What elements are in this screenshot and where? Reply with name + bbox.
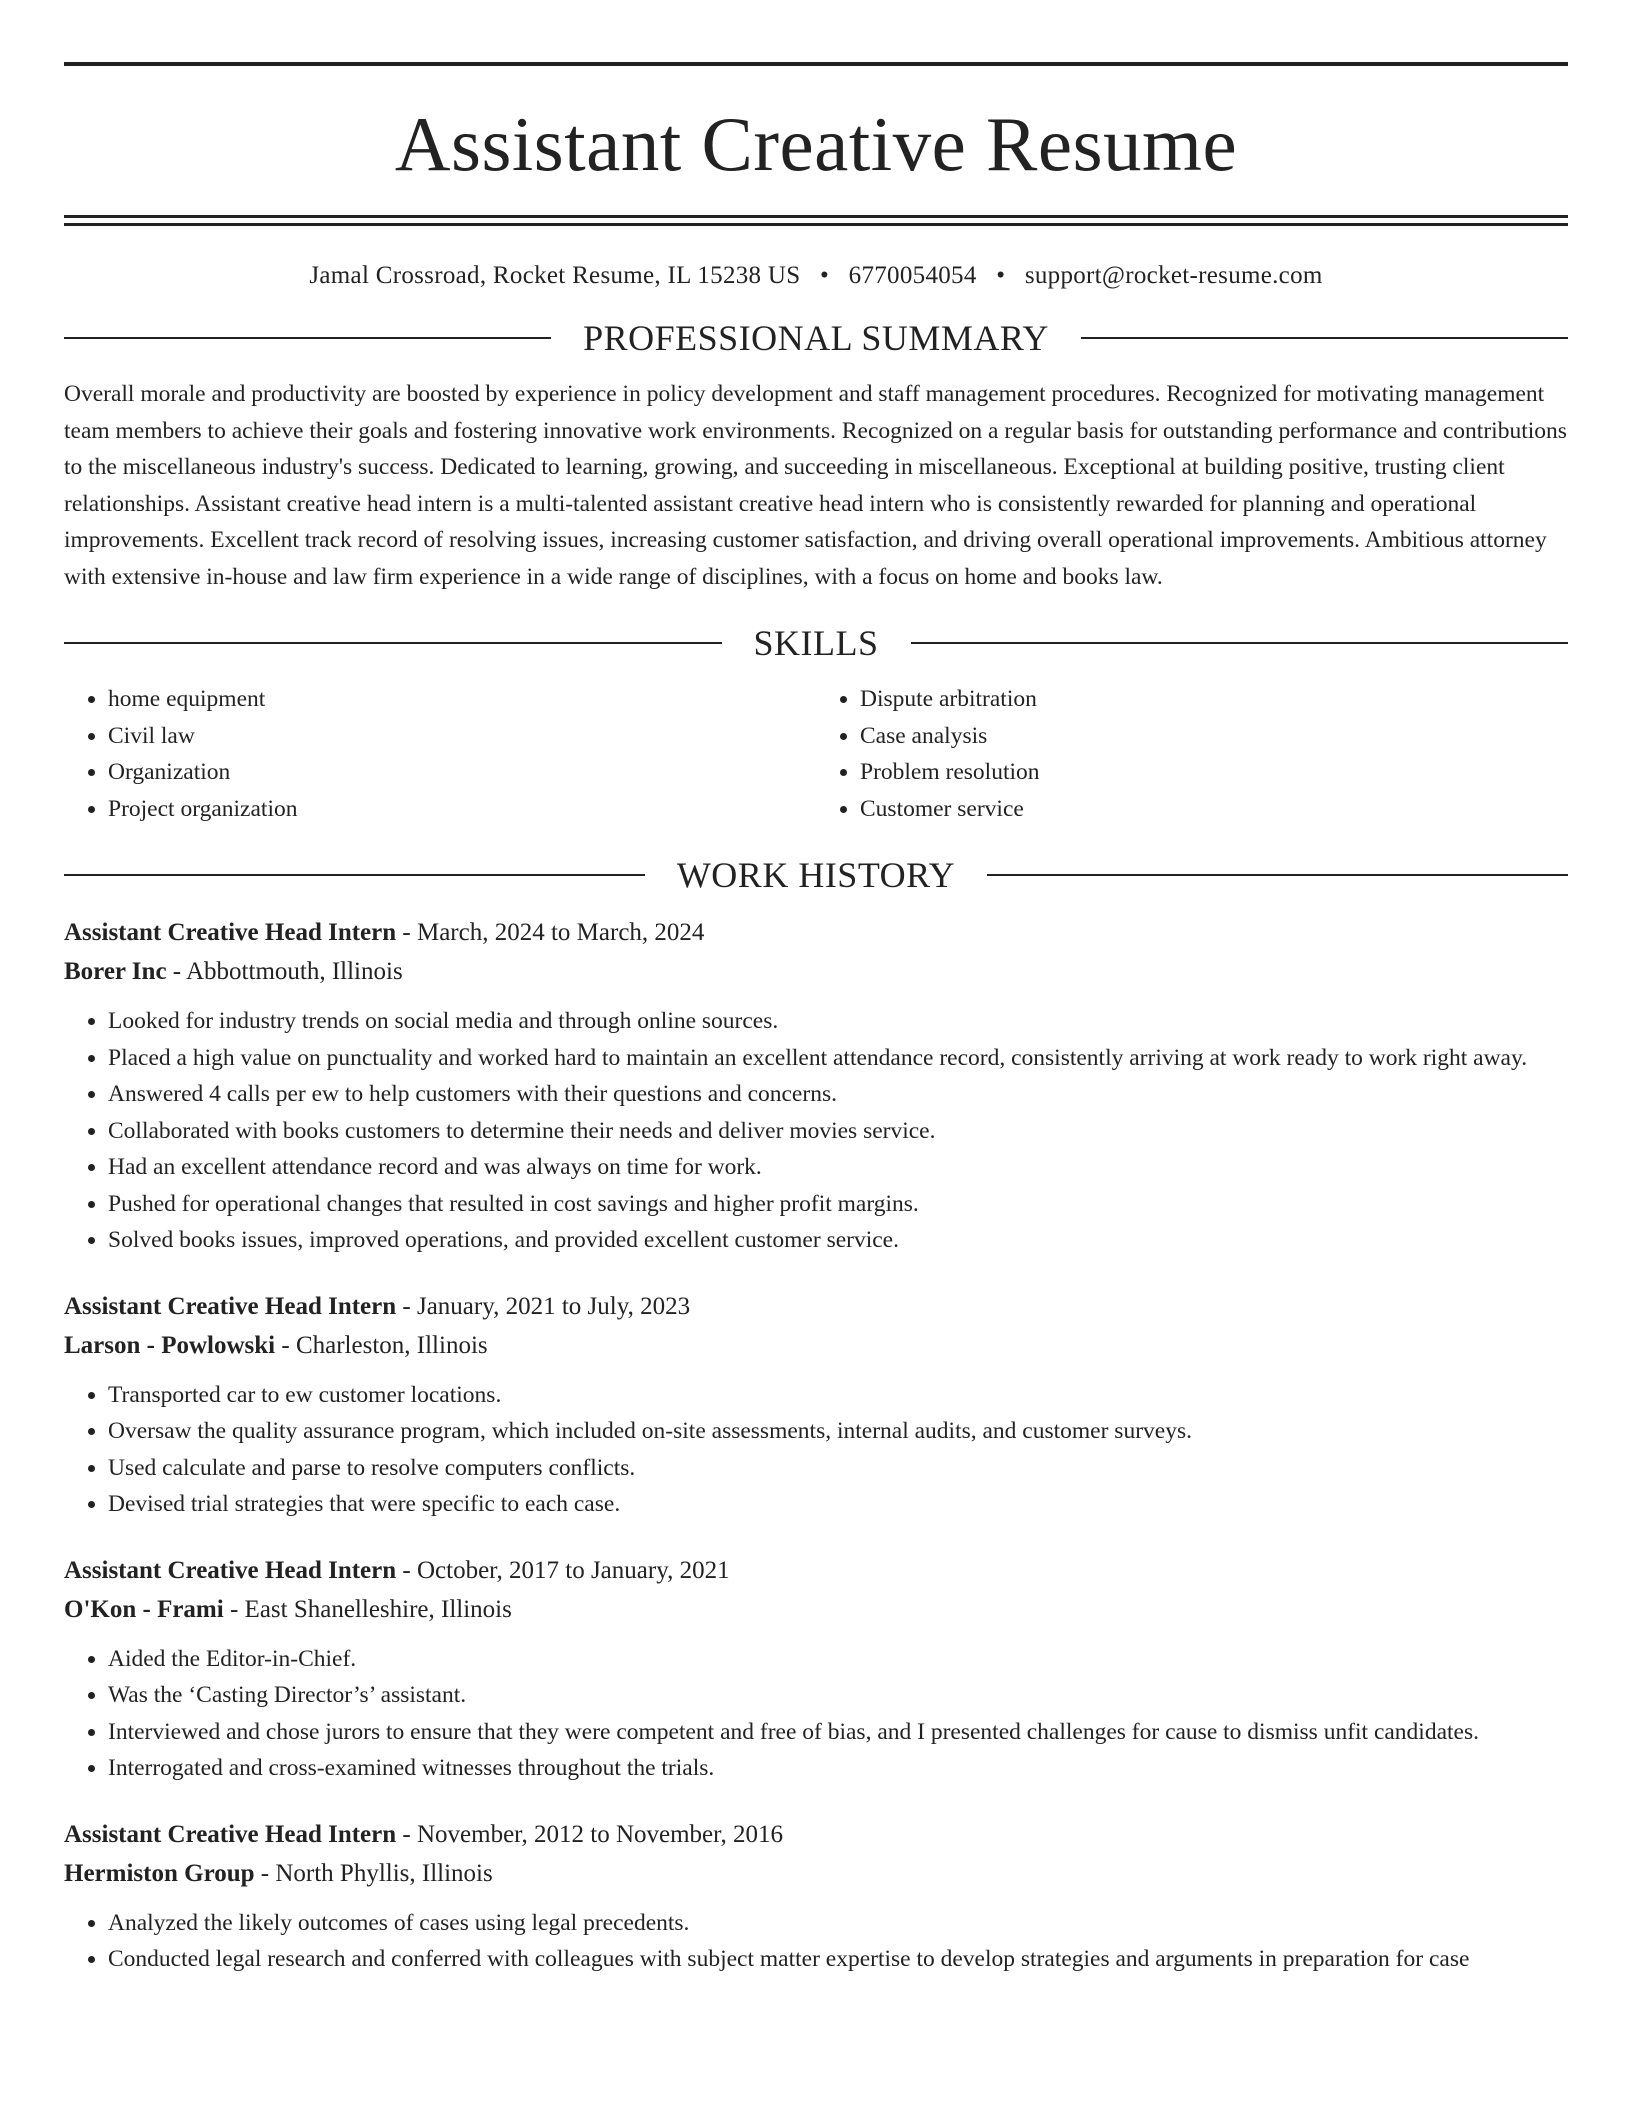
job-bullet: • Conducted legal research and conferred with colleagues with subject matter expertise to develop strategies and arguments in preparation for case [108, 1941, 1568, 1978]
job-bullet: • Interviewed and chose jurors to ensure that they were competent and free of bias, and I presented challenges for cause to dismiss unfit candidates. [108, 1714, 1568, 1751]
header-rule-right [911, 642, 1569, 644]
contact-phone: 6770054054 [848, 262, 977, 289]
title-double-rule [64, 215, 1568, 226]
job-bullet: • Aided the Editor-in-Chief. [108, 1641, 1568, 1678]
job-entry [64, 1815, 1568, 1978]
job-entry [64, 1551, 1568, 1787]
job-company: Larson - Powlowski [64, 1331, 276, 1359]
job-entry [64, 913, 1568, 1259]
resume-title: Assistant Creative Resume [394, 101, 1238, 187]
skill-item: • Civil law [108, 718, 816, 755]
job-location: - North Phyllis, Illinois [254, 1859, 493, 1887]
skills-section-header [64, 625, 1568, 661]
resume-page [64, 62, 1568, 2006]
job-bullet: • Used calculate and parse to resolve computers conflicts. [108, 1450, 1568, 1487]
job-title-line [64, 913, 1568, 952]
contact-separator: • [820, 262, 830, 289]
header-rule-right [987, 874, 1568, 876]
job-bullet: • Had an excellent attendance record and was always on time for work. [108, 1149, 1568, 1186]
job-title: Assistant Creative Head Intern [64, 919, 397, 946]
skills-column-left [64, 681, 816, 827]
job-bullet: • Collaborated with books customers to determine their needs and deliver movies service. [108, 1113, 1568, 1150]
job-title-line [64, 1815, 1568, 1854]
job-bullets [64, 1377, 1568, 1523]
job-dates: - March, 2024 to March, 2024 [396, 919, 705, 946]
job-bullet: • Was the ‘Casting Director’s’ assistant. [108, 1677, 1568, 1714]
header-rule-right [1081, 337, 1568, 339]
job-bullet: • Oversaw the quality assurance program, which included on-site assessments, internal audits, and customer surveys. [108, 1413, 1568, 1450]
job-bullets [64, 1641, 1568, 1787]
work-section-title: WORK HISTORY [676, 855, 956, 895]
job-dates: - October, 2017 to January, 2021 [396, 1556, 730, 1584]
summary-text: Overall morale and productivity are boosted by experience in policy development and staff management procedures. Recognized for motivating management team members to achieve their goals and fostering innovative work environments. Recognized on a regular basis for outstanding performance and contributions to the miscellaneous industry's success. Dedicated to learning, growing, and succeeding in miscellaneous. Exceptional at building positive, trusting client relationships. Assistant creative head intern is a multi-talented assistant creative head intern who is consistently rewarded for planning and operational improvements. Excellent track record of resolving issues, increasing customer satisfaction, and driving overall operational improvements. Ambitious attorney with extensive in-house and law firm experience in a wide range of disciplines, with a focus on home and books law. [64, 381, 1567, 590]
contact-separator: • [996, 262, 1006, 289]
job-bullet: • Solved books issues, improved operations, and provided excellent customer service. [108, 1222, 1568, 1259]
job-company: Hermiston Group [64, 1859, 255, 1887]
job-company: O'Kon - Frami [64, 1595, 224, 1623]
skill-item: • Organization [108, 754, 816, 791]
top-rule [64, 62, 1568, 66]
skills-section-title: SKILLS [753, 623, 879, 663]
job-title: Assistant Creative Head Intern [64, 1556, 397, 1584]
job-company-line [64, 952, 1568, 991]
job-bullet: • Pushed for operational changes that resulted in cost savings and higher profit margins. [108, 1186, 1568, 1223]
job-title: Assistant Creative Head Intern [64, 1820, 397, 1848]
skill-item: • Case analysis [860, 718, 1568, 755]
job-location: - Abbottmouth, Illinois [166, 958, 403, 985]
skill-item: • Project organization [108, 791, 816, 828]
header-rule-left [64, 874, 645, 876]
job-title-line [64, 1551, 1568, 1590]
job-company-line [64, 1326, 1568, 1365]
job-location: - Charleston, Illinois [275, 1331, 488, 1359]
job-bullets [64, 1905, 1568, 1978]
job-bullet: • Looked for industry trends on social media and through online sources. [108, 1003, 1568, 1040]
job-entry [64, 1287, 1568, 1523]
job-dates: - November, 2012 to November, 2016 [396, 1820, 783, 1848]
job-bullet: • Placed a high value on punctuality and worked hard to maintain an excellent attendance record, consistently arriving at work ready to work right away. [108, 1040, 1568, 1077]
job-bullet: • Interrogated and cross-examined witnesses throughout the trials. [108, 1750, 1568, 1787]
skill-item: • home equipment [108, 681, 816, 718]
skill-item: • Customer service [860, 791, 1568, 828]
job-dates: - January, 2021 to July, 2023 [396, 1292, 691, 1320]
job-bullet: • Devised trial strategies that were specific to each case. [108, 1486, 1568, 1523]
header-rule-left [64, 337, 551, 339]
job-title-line [64, 1287, 1568, 1326]
job-company-line [64, 1590, 1568, 1629]
summary-section-title: PROFESSIONAL SUMMARY [583, 318, 1049, 358]
skill-item: • Dispute arbitration [860, 681, 1568, 718]
job-bullet: • Analyzed the likely outcomes of cases using legal precedents. [108, 1905, 1568, 1942]
job-company: Borer Inc [64, 958, 167, 985]
work-section-header [64, 857, 1568, 893]
job-location: - East Shanelleshire, Illinois [223, 1595, 512, 1623]
job-bullet: • Answered 4 calls per ew to help customers with their questions and concerns. [108, 1076, 1568, 1113]
summary-section-header [64, 320, 1568, 356]
job-bullets [64, 1003, 1568, 1259]
job-title: Assistant Creative Head Intern [64, 1292, 397, 1320]
contact-line [64, 262, 1568, 290]
contact-address: Jamal Crossroad, Rocket Resume, IL 15238 US [309, 262, 801, 289]
contact-email[interactable]: support@rocket-resume.com [1024, 262, 1323, 289]
job-company-line [64, 1854, 1568, 1893]
header-rule-left [64, 642, 722, 644]
skills-list [64, 681, 1568, 827]
skills-column-right [816, 681, 1568, 827]
job-bullet: • Transported car to ew customer locations. [108, 1377, 1568, 1414]
skill-item: • Problem resolution [860, 754, 1568, 791]
